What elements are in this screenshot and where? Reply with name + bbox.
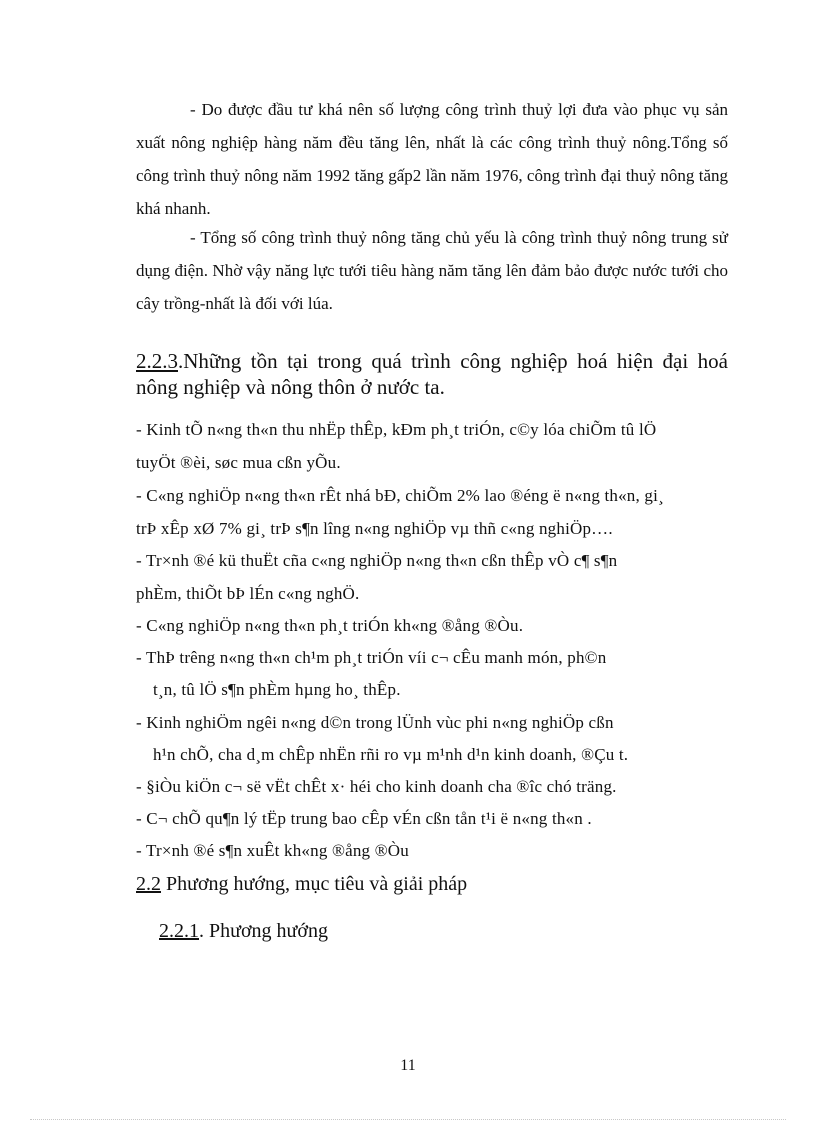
page-bottom-dotted-rule	[30, 1119, 786, 1120]
page-number: 11	[400, 1057, 416, 1074]
legacy-line-11: h¹n chÕ, cha d¸m chÊp nhËn rñi ro vµ m¹nh d¹n kinh doanh, ®Çu t.	[153, 745, 629, 764]
section-number: 2.2.1	[159, 920, 199, 942]
section-title: .Những tồn tại trong quá trình công nghiệp hoá hiện đại hoá nông nghiệp và nông thôn ở nước ta.	[136, 349, 728, 399]
legacy-line-9: t¸n, tû lÖ s¶n phÈm hµng ho¸ thÊp.	[153, 680, 401, 699]
legacy-line-2: tuyÖt ®èi, søc mua cßn yÕu.	[136, 453, 341, 472]
legacy-line-8: - ThÞ trêng n«ng th«n ch¹m ph¸t triÓn víi c¬ cÊu manh món, ph©n	[136, 648, 607, 667]
section-heading-2-2-3	[136, 348, 728, 400]
section-title: Phương hướng, mục tiêu và giải pháp	[161, 873, 468, 895]
section-heading-2-2	[136, 873, 467, 896]
section-heading-2-2-1	[159, 920, 328, 943]
legacy-line-1: - Kinh tÕ n«ng th«n thu nhËp thÊp, kÐm ph¸t triÓn, c©y lóa chiÕm tû lÖ	[136, 420, 657, 439]
legacy-line-14: - Tr×nh ®é s¶n xuÊt kh«ng ®ång ®Òu	[136, 841, 409, 860]
section-number: 2.2.3	[136, 349, 178, 373]
paragraph-irrigation-1: - Do được đầu tư khá nên số lượng công trình thuỷ lợi đưa vào phục vụ sản xuất nông nghiệp hàng năm đều tăng lên, nhất là các công trình thuỷ nông.Tổng số công trình thuỷ nông năm 1992 tăng gấp2 lần năm 1976, công trình đại thuỷ nông tăng khá nhanh.	[136, 100, 728, 218]
paragraph-irrigation-2: - Tổng số công trình thuỷ nông tăng chủ yếu là công trình thuỷ nông trung sử dụng điện. Nhờ vậy năng lực tưới tiêu hàng năm tăng lên đảm bảo được nước tưới cho cây trồng-nhất là đối với lúa.	[136, 228, 728, 313]
legacy-line-7: - C«ng nghiÖp n«ng th«n ph¸t triÓn kh«ng ®ång ®Òu.	[136, 616, 524, 635]
legacy-line-12: - §iÒu kiÖn c¬ së vËt chÊt x· héi cho kinh doanh cha ®îc chó träng.	[136, 777, 617, 796]
legacy-line-5: - Tr×nh ®é kü thuËt cña c«ng nghiÖp n«ng th«n cßn thÊp vÒ c¶ s¶n	[136, 551, 618, 570]
legacy-line-6: phÈm, thiÕt bÞ lÉn c«ng nghÖ.	[136, 584, 360, 603]
section-number: 2.2	[136, 873, 161, 895]
legacy-line-13: - C¬ chÕ qu¶n lý tËp trung bao cÊp vÉn cßn tån t¹i ë n«ng th«n .	[136, 809, 592, 828]
legacy-line-3: - C«ng nghiÖp n«ng th«n rÊt nhá bÐ, chiÕm 2% lao ®éng ë n«ng th«n, gi¸	[136, 486, 664, 505]
legacy-line-10: - Kinh nghiÖm ngêi n«ng d©n trong lÜnh vùc phi n«ng nghiÖp cßn	[136, 713, 614, 732]
legacy-line-4: trÞ xÊp xØ 7% gi¸ trÞ s¶n lîng n«ng nghiÖp vµ thñ c«ng nghiÖp….	[136, 519, 613, 538]
section-title: . Phương hướng	[199, 920, 328, 942]
